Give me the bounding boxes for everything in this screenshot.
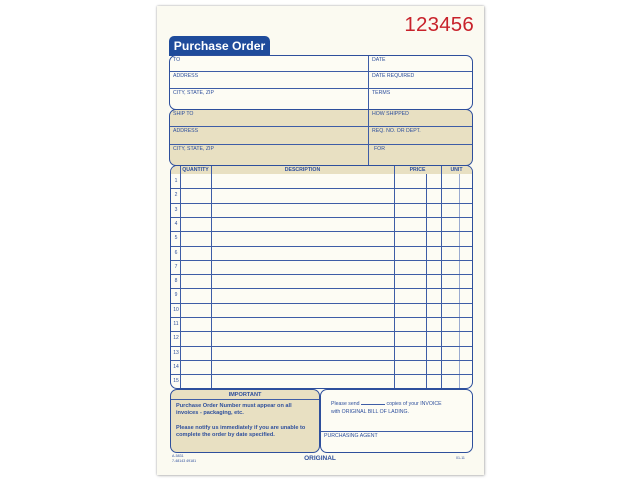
- row-number: 5: [174, 235, 178, 242]
- copies-prefix: Please send: [331, 401, 360, 407]
- copies-instruction: [331, 401, 471, 408]
- row-number: 11: [173, 321, 179, 327]
- form-code-2: 7-48143 49181: [172, 459, 197, 463]
- copies-suffix: copies of your INVOICE: [386, 401, 442, 407]
- row-number: 8: [174, 278, 178, 285]
- date-label: DATE: [372, 57, 386, 63]
- to-label: TO: [173, 57, 181, 63]
- table-row-divider: [171, 231, 472, 232]
- row-number: 9: [174, 292, 178, 299]
- invoice-instructions-box: [320, 389, 473, 453]
- important-notice-1: Purchase Order Number must appear on all invoices - packaging, etc.: [176, 403, 292, 416]
- city-state-zip-label: CITY, STATE, ZIP: [173, 90, 214, 96]
- form-code-right: 01-11: [456, 456, 465, 460]
- description-header: DESCRIPTION: [284, 167, 321, 173]
- form-number: 123456: [404, 13, 474, 36]
- table-row-divider: [171, 317, 472, 318]
- important-heading: IMPORTANT: [228, 392, 262, 398]
- row-number: 14: [173, 363, 179, 370]
- table-row-divider: [171, 346, 472, 347]
- row-number: 4: [174, 220, 178, 227]
- table-row-divider: [171, 303, 472, 304]
- form-code-1: A-5831: [172, 454, 184, 458]
- table-row-divider: [171, 217, 472, 218]
- table-row-divider: [171, 331, 472, 332]
- row-number: 15: [173, 378, 179, 385]
- price-header: PRICE: [409, 167, 426, 173]
- row-number: 3: [174, 206, 178, 213]
- table-row-divider: [171, 203, 472, 204]
- row-number: 7: [174, 263, 178, 270]
- vendor-info-box: [169, 55, 473, 110]
- important-notice-2: Please notify us immediately if you are unable to complete the order by date specified.: [176, 425, 306, 438]
- bill-of-lading-note: with ORIGINAL BILL OF LADING.: [331, 409, 410, 415]
- row-number: 12: [173, 335, 179, 342]
- table-row-divider: [171, 374, 472, 375]
- terms-label: TERMS: [372, 90, 391, 96]
- ship-address-label: ADDRESS: [173, 128, 199, 134]
- date-required-label: DATE REQUIRED: [372, 73, 415, 79]
- row-number: 6: [174, 249, 178, 256]
- form-title: Purchase Order: [169, 36, 270, 56]
- table-row-divider: [171, 260, 472, 261]
- row-number: 2: [174, 192, 178, 199]
- ship-to-label: SHIP TO: [173, 111, 194, 117]
- table-row-divider: [171, 188, 472, 189]
- line-items-table: [170, 165, 473, 389]
- table-row-divider: [171, 288, 472, 289]
- address-label: ADDRESS: [173, 73, 199, 79]
- how-shipped-label: HOW SHIPPED: [372, 111, 409, 117]
- quantity-header: QUANTITY: [182, 167, 209, 173]
- table-row-divider: [171, 360, 472, 361]
- req-no-label: REQ. NO. OR DEPT.: [372, 128, 421, 134]
- copy-label: ORIGINAL: [304, 455, 336, 462]
- table-row-divider: [171, 274, 472, 275]
- ship-info-box: [169, 109, 473, 166]
- ship-city-state-zip-label: CITY, STATE, ZIP: [173, 146, 214, 152]
- row-number: 13: [173, 349, 179, 356]
- unit-header: UNIT: [450, 167, 463, 173]
- important-box: [170, 389, 320, 453]
- row-number: 1: [174, 178, 178, 184]
- table-row-divider: [171, 246, 472, 247]
- for-label: FOR: [374, 146, 385, 152]
- row-number: 10: [173, 306, 179, 313]
- purchasing-agent-label: PURCHASING AGENT: [324, 433, 378, 439]
